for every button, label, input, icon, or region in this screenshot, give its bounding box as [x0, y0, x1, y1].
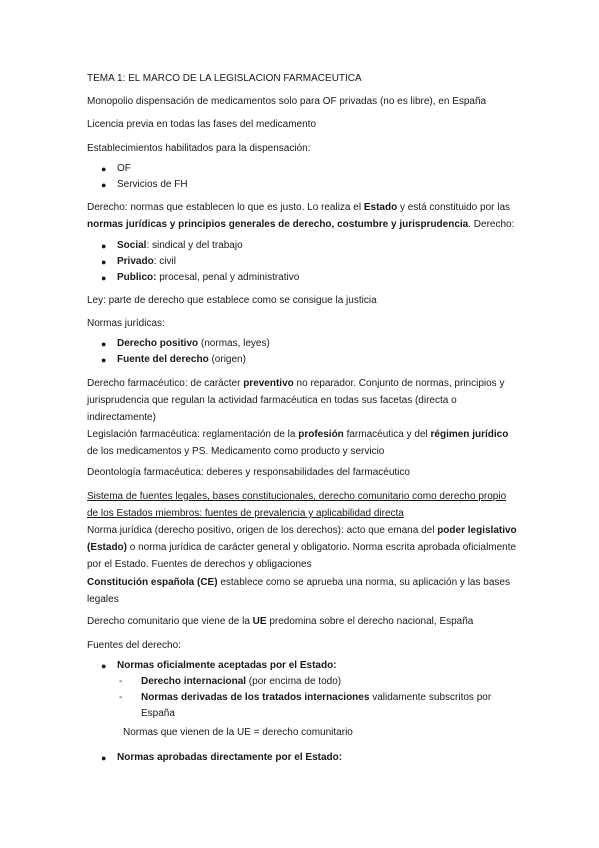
- paragraph-legislacion: Legislación farmacéutica: reglamentación de la profesión farmacéutica y del régimen jurídico de los medicamentos y PS. Medicamento como producto y servicio: [87, 429, 509, 457]
- paragraph-deontologia: Deontología farmacéutica: deberes y responsabilidades del farmacéutico: [87, 467, 410, 478]
- bullet-icon: ●: [101, 339, 107, 349]
- list-item: - Normas derivadas de los tratados internaciones validamente subscritos por España: [119, 692, 492, 719]
- list-item: ● Normas oficialmente aceptadas por el Estado:: [87, 658, 517, 674]
- list-item: - Derecho internacional (por encima de todo): [117, 674, 517, 690]
- list-tipos-derecho: [87, 238, 517, 286]
- paragraph-normas: Normas jurídicas:: [87, 318, 165, 329]
- list-item: ● OF: [87, 161, 517, 177]
- list-item: ● Privado: civil: [87, 254, 517, 270]
- list-item: ● Publico: procesal, penal y administrativo: [87, 270, 517, 286]
- paragraph-derecho-farmaceutico: Derecho farmacéutico: de carácter preventivo no reparador. Conjunto de normas, principios y jurisprudencia que regulan la actividad farmacéutica en todas sus facetas (directa o indirectamente): [87, 378, 505, 423]
- bullet-icon: ●: [101, 355, 107, 365]
- paragraph-ley: Ley: parte de derecho que establece como se consigue la justicia: [87, 295, 377, 306]
- paragraph-sistema-fuentes: Sistema de fuentes legales, bases constitucionales, derecho comunitario como derecho propio de los Estados miembros: fuentes de prevalencia y aplicabilidad directa: [87, 491, 507, 519]
- list-fuentes-item2: [87, 750, 517, 766]
- paragraph-fuentes: Fuentes del derecho:: [87, 640, 181, 651]
- paragraph-norma-juridica: Norma jurídica (derecho positivo, origen de los derechos): acto que emana del poder legislativo (Estado) o norma jurídica de carácter general y obligatorio. Norma escrita aprobada oficialmente por el Estado. Fuentes de derechos y obligaciones: [87, 525, 517, 570]
- list-item: ● Normas aprobadas directamente por el Estado:: [87, 750, 517, 766]
- bullet-icon: ●: [101, 753, 107, 763]
- list-item: ● Fuente del derecho (origen): [87, 352, 517, 368]
- list-item: ● Servicios de FH: [87, 177, 517, 193]
- bullet-icon: ●: [101, 241, 107, 251]
- paragraph-monopolio: Monopolio dispensación de medicamentos solo para OF privadas (no es libre), en España: [87, 96, 487, 107]
- dash-icon: -: [119, 692, 123, 703]
- paragraph-constitucion: Constitución española (CE) establece como se aprueba una norma, su aplicación y las bases legales: [87, 577, 510, 605]
- list-normas-juridicas: [87, 336, 517, 368]
- list-establecimientos: [87, 161, 517, 193]
- document-title: TEMA 1: EL MARCO DE LA LEGISLACION FARMACEUTICA: [87, 73, 362, 84]
- bullet-icon: ●: [101, 180, 107, 190]
- bullet-icon: ●: [101, 273, 107, 283]
- list-item: ● Derecho positivo (normas, leyes): [87, 336, 517, 352]
- dash-icon: -: [119, 676, 123, 687]
- paragraph-ue-note: Normas que vienen de la UE = derecho comunitario: [123, 727, 353, 738]
- bullet-icon: ●: [101, 164, 107, 174]
- paragraph-derecho: Derecho: normas que establecen lo que es justo. Lo realiza el Estado y está constituido por las normas jurídicas y principios generales de derecho, costumbre y jurisprudencia. Derecho:: [87, 202, 515, 230]
- bullet-icon: ●: [101, 661, 107, 671]
- paragraph-licencia: Licencia previa en todas las fases del medicamento: [87, 119, 317, 130]
- list-fuentes-item1: [87, 658, 517, 674]
- paragraph-establecimientos: Establecimientos habilitados para la dispensación:: [87, 143, 311, 154]
- bullet-icon: ●: [101, 257, 107, 267]
- sublist-fuentes: [117, 674, 517, 722]
- paragraph-comunitario: Derecho comunitario que viene de la UE predomina sobre el derecho nacional, España: [87, 616, 474, 627]
- list-item: ● Social: sindical y del trabajo: [87, 238, 517, 254]
